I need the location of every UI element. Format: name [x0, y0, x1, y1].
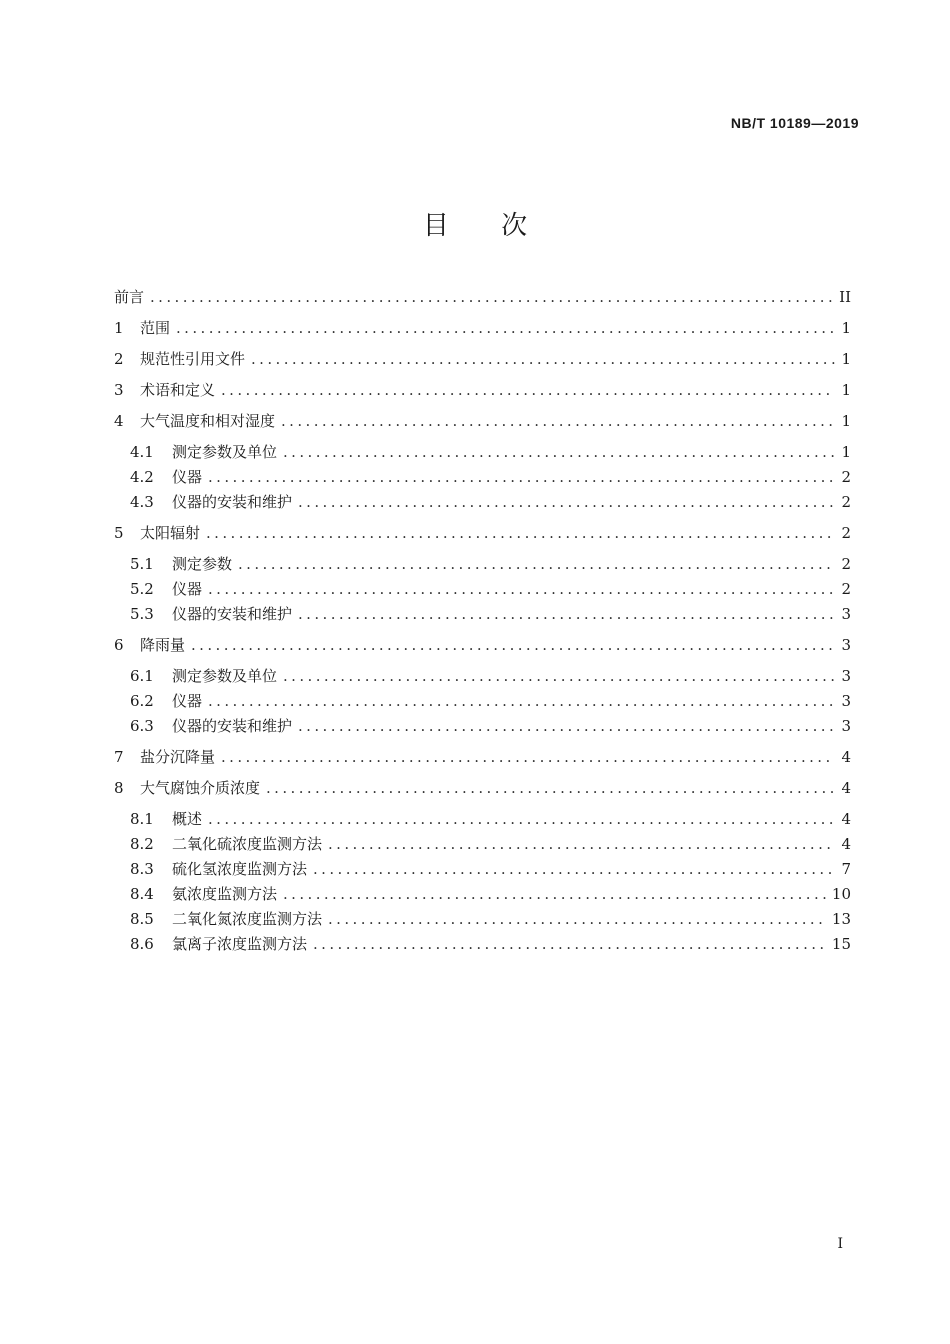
toc-entry-label: 太阳辐射 — [140, 524, 201, 542]
toc-entry-page: 15 — [831, 935, 851, 953]
toc-entry-page: 2 — [841, 524, 851, 542]
toc-entry[interactable] — [114, 745, 851, 770]
toc-entry-page: 10 — [831, 885, 851, 903]
toc-entry-label: 仪器 — [172, 580, 203, 598]
toc-entry-label: 仪器的安装和维护 — [172, 717, 293, 735]
toc-entry-label: 大气温度和相对湿度 — [140, 412, 276, 430]
toc-entry[interactable] — [114, 714, 851, 739]
dot-leader — [150, 285, 833, 310]
toc-entry[interactable] — [114, 907, 851, 932]
toc-entry-page: 1 — [841, 319, 851, 337]
document-id: NB/T 10189—2019 — [730, 115, 859, 131]
toc-entry[interactable] — [114, 490, 851, 515]
toc-entry[interactable] — [114, 602, 851, 627]
toc-entry[interactable] — [114, 577, 851, 602]
toc-entry-label: 仪器 — [172, 692, 203, 710]
toc-entry-page: 3 — [841, 636, 851, 654]
toc-entry-page: 2 — [841, 555, 851, 573]
dot-leader — [208, 689, 835, 714]
dot-leader — [208, 465, 835, 490]
toc-entry-label: 术语和定义 — [140, 381, 216, 399]
toc-entry-label: 概述 — [172, 810, 203, 828]
toc-entry-number: 8.1 — [130, 810, 154, 828]
dot-leader — [283, 664, 835, 689]
toc-entry-number: 6.2 — [130, 692, 154, 710]
dot-leader — [238, 552, 835, 577]
toc-entry-page: II — [839, 288, 851, 306]
dot-leader — [298, 490, 835, 515]
dot-leader — [328, 907, 826, 932]
dot-leader — [221, 745, 835, 770]
toc-entry-page: 4 — [841, 810, 851, 828]
toc-entry-number: 5.1 — [130, 555, 154, 573]
toc-entry-label: 硫化氢浓度监测方法 — [172, 860, 308, 878]
toc-entry-label: 盐分沉降量 — [140, 748, 216, 766]
toc-entry-number: 5.3 — [130, 605, 154, 623]
toc-entry-label: 测定参数及单位 — [172, 443, 278, 461]
toc-entry-number: 1 — [114, 319, 124, 337]
toc-entry-page: 13 — [831, 910, 851, 928]
toc-entry-page: 2 — [841, 580, 851, 598]
dot-leader — [266, 776, 835, 801]
toc-entry-number: 8 — [114, 779, 124, 797]
toc-entry-label: 范围 — [140, 319, 171, 337]
toc-entry-number: 4.2 — [130, 468, 154, 486]
toc-entry[interactable] — [114, 807, 851, 832]
toc-entry-label: 仪器的安装和维护 — [172, 493, 293, 511]
toc-entry[interactable] — [114, 776, 851, 801]
toc-entry[interactable] — [114, 378, 851, 403]
toc-entry-page: 3 — [841, 692, 851, 710]
dot-leader — [283, 440, 835, 465]
toc-entry[interactable] — [114, 633, 851, 658]
toc-entry-label: 大气腐蚀介质浓度 — [140, 779, 261, 797]
toc-entry-label: 前言 — [114, 288, 145, 306]
toc-entry-number: 6 — [114, 636, 124, 654]
toc-entry-number: 8.5 — [130, 910, 154, 928]
toc-entry-number: 6.3 — [130, 717, 154, 735]
toc-entry-label: 规范性引用文件 — [140, 350, 246, 368]
toc-entry-label: 测定参数及单位 — [172, 667, 278, 685]
toc-entry-page: 4 — [841, 835, 851, 853]
dot-leader — [328, 832, 835, 857]
toc-entry-number: 5.2 — [130, 580, 154, 598]
toc-entry[interactable] — [114, 882, 851, 907]
toc-entry[interactable] — [114, 664, 851, 689]
page-number: I — [837, 1236, 843, 1252]
toc-entry-number: 8.3 — [130, 860, 154, 878]
table-of-contents — [114, 285, 851, 957]
dot-leader — [206, 521, 835, 546]
toc-entry-label: 降雨量 — [140, 636, 186, 654]
toc-entry-number: 5 — [114, 524, 124, 542]
toc-entry-page: 2 — [841, 468, 851, 486]
dot-leader — [298, 714, 835, 739]
toc-entry[interactable] — [114, 285, 851, 310]
toc-entry-page: 7 — [841, 860, 851, 878]
toc-entry[interactable] — [114, 689, 851, 714]
toc-entry-number: 8.2 — [130, 835, 154, 853]
dot-leader — [281, 409, 835, 434]
toc-entry-label: 二氧化氮浓度监测方法 — [172, 910, 323, 928]
dot-leader — [221, 378, 835, 403]
toc-entry[interactable] — [114, 521, 851, 546]
toc-entry-number: 8.6 — [130, 935, 154, 953]
toc-entry-page: 4 — [841, 779, 851, 797]
dot-leader — [313, 932, 826, 957]
toc-entry-page: 1 — [841, 412, 851, 430]
toc-entry[interactable] — [114, 465, 851, 490]
dot-leader — [283, 882, 826, 907]
toc-entry-page: 3 — [841, 605, 851, 623]
toc-entry-label: 氯离子浓度监测方法 — [172, 935, 308, 953]
toc-entry-page: 4 — [841, 748, 851, 766]
toc-entry-number: 7 — [114, 748, 124, 766]
toc-entry-label: 仪器 — [172, 468, 203, 486]
toc-entry-page: 1 — [841, 381, 851, 399]
toc-entry-page: 3 — [841, 667, 851, 685]
toc-entry[interactable] — [114, 857, 851, 882]
toc-title: 目 次 — [422, 211, 550, 241]
toc-entry-label: 仪器的安装和维护 — [172, 605, 293, 623]
toc-entry-label: 二氧化硫浓度监测方法 — [172, 835, 323, 853]
toc-entry[interactable] — [114, 552, 851, 577]
dot-leader — [191, 633, 835, 658]
toc-entry[interactable] — [114, 932, 851, 957]
toc-entry-page: 1 — [841, 443, 851, 461]
dot-leader — [176, 316, 835, 341]
toc-entry-page: 2 — [841, 493, 851, 511]
toc-entry-number: 4.1 — [130, 443, 154, 461]
dot-leader — [208, 807, 835, 832]
toc-entry-page: 1 — [841, 350, 851, 368]
dot-leader — [313, 857, 835, 882]
toc-entry-number: 3 — [114, 381, 124, 399]
toc-entry-number: 6.1 — [130, 667, 154, 685]
toc-entry[interactable] — [114, 316, 851, 341]
toc-entry-number: 4.3 — [130, 493, 154, 511]
toc-entry[interactable] — [114, 409, 851, 434]
toc-entry-page: 3 — [841, 717, 851, 735]
dot-leader — [298, 602, 835, 627]
toc-entry-label: 测定参数 — [172, 555, 233, 573]
toc-entry[interactable] — [114, 832, 851, 857]
dot-leader — [251, 347, 835, 372]
dot-leader — [208, 577, 835, 602]
toc-entry[interactable] — [114, 347, 851, 372]
toc-entry-number: 8.4 — [130, 885, 154, 903]
toc-entry[interactable] — [114, 440, 851, 465]
toc-entry-label: 氨浓度监测方法 — [172, 885, 278, 903]
toc-entry-number: 4 — [114, 412, 124, 430]
toc-entry-number: 2 — [114, 350, 124, 368]
